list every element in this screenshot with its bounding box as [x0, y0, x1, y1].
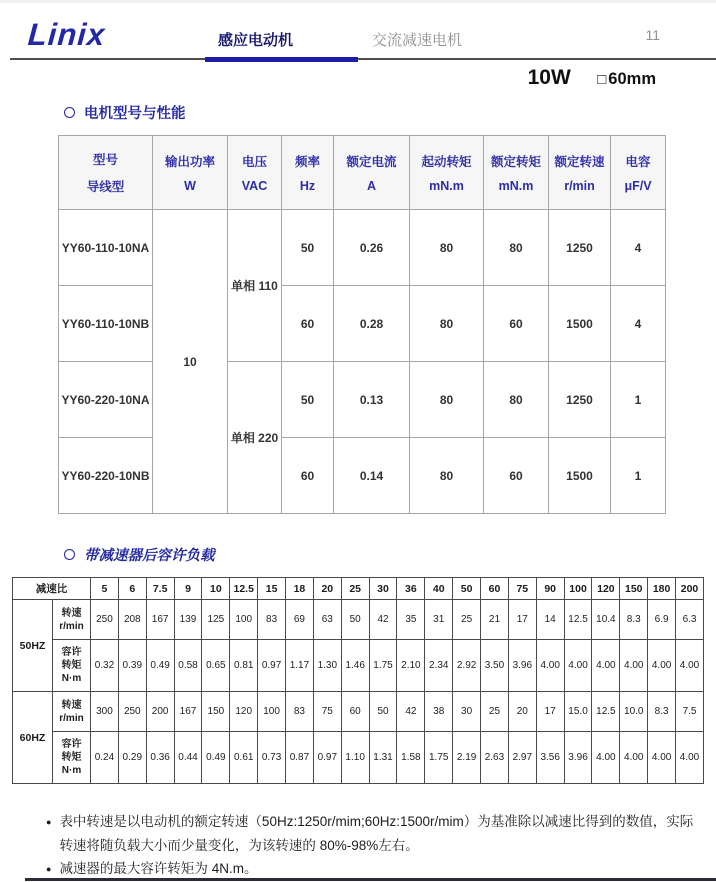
current-cell: 0.14: [334, 438, 410, 514]
label-line: 转矩: [61, 660, 82, 671]
torque-value-cell: 4.00: [592, 640, 620, 692]
ratio-cell: 40: [425, 578, 453, 600]
ratio-cell: 20: [313, 578, 341, 600]
label-line: 转速: [61, 607, 82, 619]
torque-value-cell: 2.92: [453, 640, 481, 692]
torque-value-cell: 0.29: [118, 732, 146, 784]
spec-row: [59, 210, 666, 286]
speed-value-cell: 139: [174, 600, 202, 640]
ratio-cell: 15: [258, 578, 286, 600]
ratio-cell: 30: [369, 578, 397, 600]
bullet-icon: ●: [46, 817, 52, 827]
size-spec: [0, 62, 716, 92]
speed-value-cell: 15.0: [564, 692, 592, 732]
speed-value-cell: 50: [341, 600, 369, 640]
torque-value-cell: 2.19: [453, 732, 481, 784]
torque-value-cell: 4.00: [620, 732, 648, 784]
header-line: 型号: [92, 153, 118, 167]
model-cell: YY60-110-10NA: [59, 210, 153, 286]
speed-value-cell: 10.0: [620, 692, 648, 732]
speed-value-cell: 150: [202, 692, 230, 732]
torque-value-cell: 0.49: [202, 732, 230, 784]
ratio-header-row: [13, 578, 704, 600]
speed-value-cell: 125: [202, 600, 230, 640]
header-line: 输出功率: [164, 155, 215, 169]
torque-value-cell: 0.97: [258, 640, 286, 692]
speed-value-cell: 120: [230, 692, 258, 732]
torque-value-cell: 0.61: [230, 732, 258, 784]
label-line: 转速: [61, 699, 82, 711]
speed-value-cell: 100: [230, 600, 258, 640]
header-line: 起动转矩: [421, 155, 472, 169]
col-header-voltage: [228, 136, 282, 210]
label-line: N·m: [61, 673, 82, 684]
speed-row-label: [53, 692, 91, 732]
ratio-cell: 10: [202, 578, 230, 600]
speed-value-cell: 7.5: [676, 692, 704, 732]
torque-value-cell: 1.17: [286, 640, 314, 692]
speed-value-cell: 83: [258, 600, 286, 640]
speed-value-cell: 250: [91, 600, 119, 640]
torque-value-cell: 3.50: [481, 640, 509, 692]
bullet-icon: ●: [46, 864, 52, 875]
header-line: VAC: [241, 179, 268, 193]
torque-value-cell: 0.44: [174, 732, 202, 784]
speed-row: [13, 692, 704, 732]
frequency-cell: 60: [282, 286, 334, 362]
spec-row: [59, 362, 666, 438]
speed-row: [13, 600, 704, 640]
start-torque-cell: 80: [410, 286, 484, 362]
header-line: 电容: [625, 155, 651, 169]
torque-value-cell: 1.10: [341, 732, 369, 784]
header-line: 额定转矩: [490, 155, 541, 169]
frequency-cell: 50: [282, 362, 334, 438]
torque-value-cell: 0.49: [146, 640, 174, 692]
rated-torque-cell: 80: [484, 210, 549, 286]
ratio-cell: 12.5: [230, 578, 258, 600]
torque-value-cell: 0.24: [91, 732, 119, 784]
torque-value-cell: 0.73: [258, 732, 286, 784]
col-header-rated-torque: [484, 136, 549, 210]
speed-value-cell: 17: [508, 600, 536, 640]
speed-value-cell: 6.3: [676, 600, 704, 640]
ratio-cell: 180: [648, 578, 676, 600]
header-line: 额定转速: [554, 155, 605, 169]
circle-bullet-icon: [64, 549, 75, 560]
speed-value-cell: 75: [313, 692, 341, 732]
torque-value-cell: 0.36: [146, 732, 174, 784]
col-header-rated-speed: [549, 136, 611, 210]
speed-value-cell: 10.4: [592, 600, 620, 640]
torque-value-cell: 2.97: [508, 732, 536, 784]
header-line: 电压: [241, 155, 267, 169]
ratio-cell: 18: [286, 578, 314, 600]
label-line: r/min: [59, 712, 84, 724]
torque-value-cell: 1.31: [369, 732, 397, 784]
speed-value-cell: 50: [369, 692, 397, 732]
ratio-cell: 5: [91, 578, 119, 600]
start-torque-cell: 80: [410, 210, 484, 286]
speed-value-cell: 25: [453, 600, 481, 640]
torque-value-cell: 4.00: [564, 640, 592, 692]
col-header-rated-current: [334, 136, 410, 210]
frequency-cell: 50: [282, 210, 334, 286]
torque-value-cell: 4.00: [676, 640, 704, 692]
col-header-start-torque: [410, 136, 484, 210]
ratio-cell: 75: [508, 578, 536, 600]
label-line: 容许: [61, 739, 82, 750]
torque-value-cell: 3.96: [508, 640, 536, 692]
output-power-cell: 10: [153, 210, 228, 514]
speed-value-cell: 25: [481, 692, 509, 732]
header-divider: [10, 57, 716, 62]
torque-value-cell: 0.58: [174, 640, 202, 692]
rated-speed-cell: 1250: [549, 210, 611, 286]
speed-value-cell: 100: [258, 692, 286, 732]
torque-value-cell: 0.81: [230, 640, 258, 692]
torque-value-cell: 0.32: [91, 640, 119, 692]
ratio-cell: 90: [536, 578, 564, 600]
torque-value-cell: 1.46: [341, 640, 369, 692]
speed-value-cell: 8.3: [648, 692, 676, 732]
ratio-cell: 36: [397, 578, 425, 600]
motor-spec-table: [58, 135, 666, 514]
circle-bullet-icon: [64, 107, 75, 118]
torque-value-cell: 0.97: [313, 732, 341, 784]
gear-ratio-load-table: [12, 577, 704, 784]
col-header-model: [59, 136, 153, 210]
torque-value-cell: 1.58: [397, 732, 425, 784]
square-frame-icon: □: [597, 71, 607, 88]
current-cell: 0.28: [334, 286, 410, 362]
torque-value-cell: 4.00: [648, 640, 676, 692]
header-line: A: [366, 179, 377, 193]
current-cell: 0.13: [334, 362, 410, 438]
torque-value-cell: 2.34: [425, 640, 453, 692]
col-header-output-power: [153, 136, 228, 210]
torque-row-label: [53, 640, 91, 692]
capacitor-cell: 1: [611, 362, 666, 438]
torque-value-cell: 0.87: [286, 732, 314, 784]
speed-value-cell: 20: [508, 692, 536, 732]
model-cell: YY60-220-10NB: [59, 438, 153, 514]
speed-value-cell: 30: [453, 692, 481, 732]
brand-logo: Linix: [26, 17, 107, 52]
rated-torque-cell: 60: [484, 438, 549, 514]
torque-value-cell: 4.00: [676, 732, 704, 784]
speed-value-cell: 208: [118, 600, 146, 640]
frequency-cell: 60: [282, 438, 334, 514]
header-line: 频率: [294, 155, 320, 169]
footnote-text: 减速器的最大容许转矩为 4N.m。: [59, 861, 258, 877]
ratio-cell: 9: [174, 578, 202, 600]
speed-value-cell: 6.9: [648, 600, 676, 640]
speed-value-cell: 83: [286, 692, 314, 732]
col-header-frequency: [282, 136, 334, 210]
speed-value-cell: 21: [481, 600, 509, 640]
torque-value-cell: 1.75: [425, 732, 453, 784]
frame-size-text: 60mm: [608, 70, 656, 88]
rated-speed-cell: 1250: [549, 362, 611, 438]
model-cell: YY60-110-10NB: [59, 286, 153, 362]
frequency-group-cell: 50HZ: [13, 600, 53, 692]
bottom-edge-bar: [25, 878, 716, 881]
spec-row: [59, 286, 666, 362]
ratio-cell: 60: [481, 578, 509, 600]
footnote-text: 表中转速是以电动机的额定转速（50Hz:1250r/mim;60Hz:1500r/mim）为基准除以减速比得到的数值，实际转速将随负载大小而少量变化，为该转速的 80%-98%左右。: [59, 814, 694, 853]
speed-value-cell: 69: [286, 600, 314, 640]
section-title-text: 带减速器后容许负载: [84, 548, 215, 564]
voltage-cell: 单相 220: [228, 362, 282, 514]
header-line: mN.m: [429, 179, 464, 193]
speed-value-cell: 35: [397, 600, 425, 640]
label-line: N·m: [61, 765, 82, 776]
torque-row: [13, 640, 704, 692]
ratio-cell: 25: [341, 578, 369, 600]
torque-value-cell: 4.00: [536, 640, 564, 692]
header-line: 导线型: [86, 180, 125, 194]
ratio-label-cell: 减速比: [13, 578, 91, 600]
section-title-motor-performance: [64, 102, 716, 123]
header-line: μF/V: [624, 179, 652, 193]
torque-value-cell: 4.00: [620, 640, 648, 692]
ratio-cell: 100: [564, 578, 592, 600]
torque-value-cell: 1.75: [369, 640, 397, 692]
torque-value-cell: 3.96: [564, 732, 592, 784]
capacitor-cell: 4: [611, 286, 666, 362]
ratio-cell: 150: [620, 578, 648, 600]
header-line: Hz: [299, 179, 316, 193]
ratio-cell: 7.5: [146, 578, 174, 600]
label-line: r/min: [59, 620, 84, 632]
spec-header-row: [59, 136, 666, 210]
ratio-cell: 200: [676, 578, 704, 600]
current-cell: 0.26: [334, 210, 410, 286]
speed-value-cell: 200: [146, 692, 174, 732]
page-header: [0, 3, 716, 57]
page-number: 11: [645, 27, 660, 43]
power-rating-label: 10W: [527, 66, 571, 89]
voltage-cell: 单相 110: [228, 210, 282, 362]
spec-row: [59, 438, 666, 514]
torque-value-cell: 3.56: [536, 732, 564, 784]
speed-value-cell: 300: [91, 692, 119, 732]
model-cell: YY60-220-10NA: [59, 362, 153, 438]
speed-value-cell: 60: [341, 692, 369, 732]
header-line: 额定电流: [346, 155, 397, 169]
speed-value-cell: 167: [146, 600, 174, 640]
active-tab-underline: [205, 57, 358, 62]
speed-value-cell: 12.5: [564, 600, 592, 640]
speed-value-cell: 38: [425, 692, 453, 732]
header-line: mN.m: [498, 179, 534, 193]
capacitor-cell: 4: [611, 210, 666, 286]
torque-value-cell: 4.00: [592, 732, 620, 784]
torque-row-label: [53, 732, 91, 784]
frame-size-label: [597, 70, 656, 88]
rated-torque-cell: 80: [484, 362, 549, 438]
rated-speed-cell: 1500: [549, 438, 611, 514]
torque-row: [13, 732, 704, 784]
speed-value-cell: 42: [397, 692, 425, 732]
start-torque-cell: 80: [410, 438, 484, 514]
label-line: 转矩: [61, 752, 82, 763]
section-title-text: 电机型号与性能: [84, 106, 186, 122]
start-torque-cell: 80: [410, 362, 484, 438]
speed-value-cell: 8.3: [620, 600, 648, 640]
rated-speed-cell: 1500: [549, 286, 611, 362]
header-line: W: [184, 179, 196, 193]
speed-value-cell: 42: [369, 600, 397, 640]
tab-induction-motor[interactable]: 感应电动机: [218, 32, 294, 49]
torque-value-cell: 4.00: [648, 732, 676, 784]
torque-value-cell: 0.65: [202, 640, 230, 692]
rated-torque-cell: 60: [484, 286, 549, 362]
speed-value-cell: 31: [425, 600, 453, 640]
speed-value-cell: 12.5: [592, 692, 620, 732]
header-rule-gray: [10, 58, 716, 60]
torque-value-cell: 2.63: [481, 732, 509, 784]
speed-value-cell: 250: [118, 692, 146, 732]
footnote-item: [46, 810, 700, 857]
footnotes: [46, 810, 700, 881]
speed-row-label: [53, 600, 91, 640]
ratio-cell: 50: [453, 578, 481, 600]
section-title-gearbox-load: [64, 544, 716, 565]
torque-value-cell: 0.39: [118, 640, 146, 692]
speed-value-cell: 167: [174, 692, 202, 732]
speed-value-cell: 63: [313, 600, 341, 640]
speed-value-cell: 14: [536, 600, 564, 640]
frequency-group-cell: 60HZ: [13, 692, 53, 784]
ratio-cell: 6: [118, 578, 146, 600]
capacitor-cell: 1: [611, 438, 666, 514]
ratio-cell: 120: [592, 578, 620, 600]
torque-value-cell: 2.10: [397, 640, 425, 692]
label-line: 容许: [61, 647, 82, 658]
speed-value-cell: 17: [536, 692, 564, 732]
torque-value-cell: 1.30: [313, 640, 341, 692]
header-line: r/min: [564, 179, 595, 193]
col-header-capacitor: [611, 136, 666, 210]
tab-ac-gear-motor[interactable]: 交流减速电机: [372, 32, 463, 49]
